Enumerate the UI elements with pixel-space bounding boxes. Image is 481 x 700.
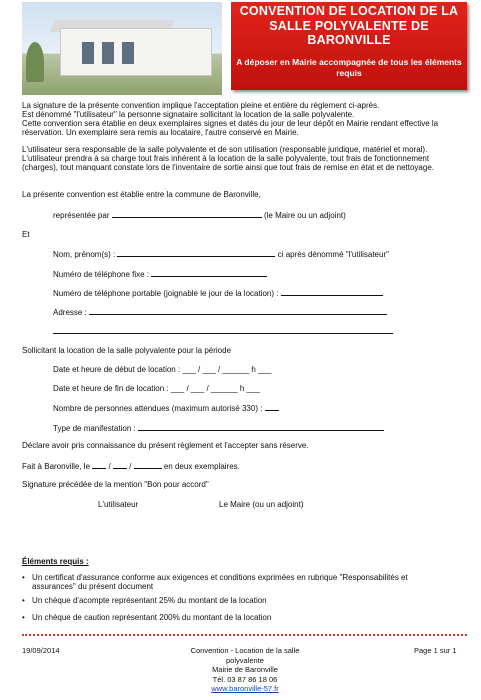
persons-row [53,403,279,414]
tree-shape [26,42,44,82]
persons-field[interactable] [265,403,279,411]
and-text: Et [22,230,30,239]
signature-mention: Signature précédée de la mention "Bon pour accord" [22,480,209,489]
start-date-field[interactable]: ___ / ___ / ______ h ___ [182,365,272,374]
footer-page-number: Page 1 sur 1 [414,646,457,655]
window-shape [122,42,134,64]
event-type-field[interactable] [138,423,384,431]
represented-label: représentée par [53,211,110,220]
start-date-row [53,365,271,375]
address-label: Adresse : [53,308,87,317]
intro-line: La signature de la présente convention implique l'acceptation pleine et entière du règlement ci-après. [22,101,380,110]
required-item-text: Un chèque de caution représentant 200% du montant de la location [32,613,272,622]
phone-fixed-label: Numéro de téléphone fixe : [53,270,150,279]
persons-label: Nombre de personnes attendues (maximum autorisé 330) : [53,404,263,413]
start-date-label: Date et heure de début de location : [53,365,181,374]
mayor-signature-label: Le Maire (ou un adjoint) [219,500,304,509]
soliciting-text: Sollicitant la location de la salle polyvalente pour la période [22,346,232,355]
phone-mobile-field[interactable] [281,288,383,296]
responsibility-line: (charges), tout manquant constate lors de l'inventaire de sortie ainsi que tout frais de remise en état et de nettoyage. [22,163,434,172]
done-day-field[interactable] [92,461,106,469]
header-box [231,2,467,90]
name-field[interactable] [117,249,275,257]
window-shape [102,42,114,64]
required-item-text: Un certificat d'assurance conforme aux exigences et conditions exprimées en rubrique "Responsabilités et [32,573,408,582]
footer-center [150,646,340,694]
done-at-row: Fait à Baronville, le / / en deux exemplaires. [22,462,240,471]
done-year-field[interactable] [134,461,162,469]
required-title: Éléments requis : [22,557,89,566]
address-row [53,307,387,318]
represented-field[interactable] [112,210,262,218]
done-at-suffix: en deux exemplaires. [163,462,240,471]
name-label: Nom, prénom(s) : [53,250,116,259]
name-suffix: ci après dénommé "l'utilisateur" [277,250,389,259]
done-month-field[interactable] [113,461,127,469]
responsibility-line: L'utilisateur prendra à sa charge tout frais inhérent à la location de la salle polyvalente, tout frais de fonctionnement [22,154,430,163]
footer-divider [22,634,467,636]
address-line-2[interactable] [53,333,393,334]
building-photo [22,2,222,95]
user-signature-label: L'utilisateur [98,500,139,509]
footer-website-link[interactable]: www.baronville-57.fr [211,684,279,693]
bullet-icon: • [22,613,25,622]
required-item-continuation: assurances" du présent document [32,582,154,591]
event-type-label: Type de manifestation : [53,424,136,433]
intro-line: réservation. Un exemplaire sera remis au locataire, l'autre conservé en Mairie. [22,128,299,137]
declare-text: Déclare avoir pris connaissance du présent règlement et l'accepter sans réserve. [22,441,309,450]
phone-fixed-row [53,269,267,280]
required-item [22,596,267,606]
document-subtitle: A déposer en Mairie accompagnée de tous les éléments requis [236,56,462,78]
address-field[interactable] [89,307,387,315]
phone-mobile-label: Numéro de téléphone portable (joignable le jour de la location) : [53,289,279,298]
footer-doc-line: Mairie de Baronville [212,665,278,674]
event-type-row [53,423,384,434]
intro-line: Est dénommé "l'utilisateur" la personne signataire sollicitant la location de la salle polyvalente. [22,110,355,119]
responsibility-line: L'utilisateur sera responsable de la salle polyvalente et de son utilisation (responsable juridique, matériel et moral). [22,145,428,154]
footer-phone: Tél. 03 87 86 18 06 [212,674,278,684]
required-item-text: Un chèque d'acompte représentant 25% du montant de la location [32,596,267,605]
footer-date: 19/09/2014 [22,646,60,655]
done-at-label: Fait à Baronville, le [22,462,91,471]
end-date-row [53,384,260,394]
footer-doc-line: Convention - Location de la salle [190,646,300,655]
name-row [53,249,389,260]
represented-row [53,210,346,221]
end-date-field[interactable]: ___ / ___ / ______ h ___ [170,384,260,393]
phone-fixed-field[interactable] [151,269,267,277]
phone-mobile-row [53,288,383,299]
window-shape [82,42,94,64]
footer-doc-line: polyvalente [226,655,264,665]
end-date-label: Date et heure de fin de location : [53,384,169,393]
established-text: La présente convention est établie entre la commune de Baronville, [22,190,261,199]
bullet-icon: • [22,596,25,605]
bullet-icon: • [22,573,25,582]
represented-suffix: (le Maire ou un adjoint) [263,211,346,220]
intro-line: Cette convention sera établie en deux exemplaires signes et datés du jour de leur dépôt en Mairie rendant effective la [22,119,439,128]
required-item [22,613,271,623]
document-title: CONVENTION DE LOCATION DE LA SALLE POLYVALENTE DE BARONVILLE [239,4,459,47]
